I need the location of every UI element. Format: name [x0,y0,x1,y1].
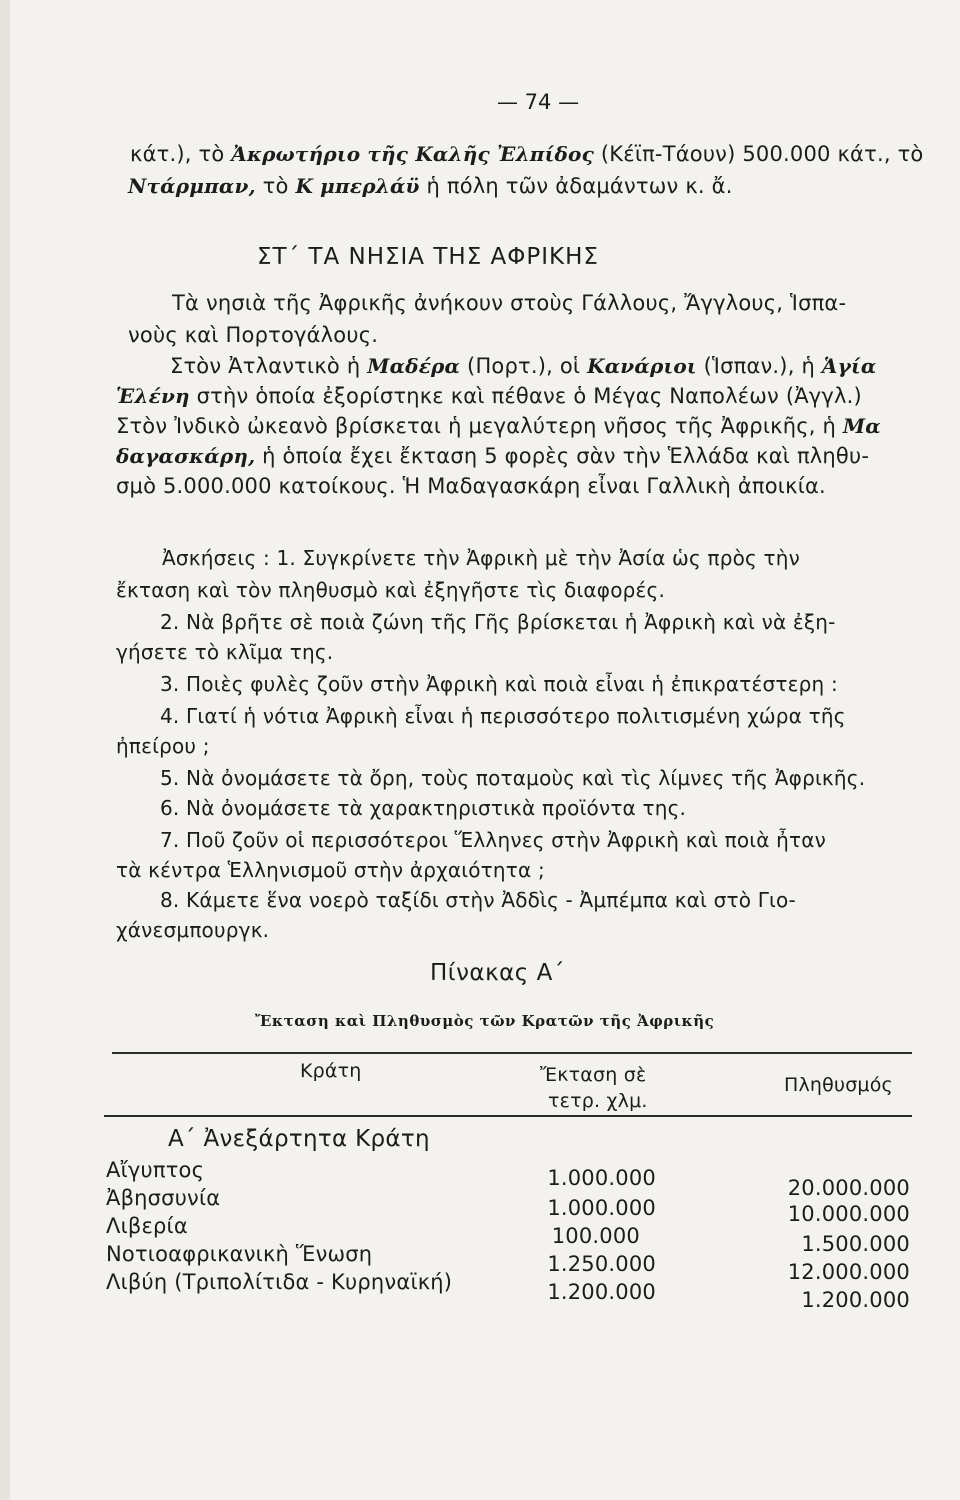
table-row-name: Ἀβησσυνία [106,1186,221,1210]
exercise-line: τὰ κέντρα Ἑλληνισμοῦ στὴν ἀρχαιότητα ; [116,858,545,882]
table-row-area: 1.250.000 [547,1252,656,1276]
paragraph-line [116,444,869,468]
intro-bold-place: Ντάρμπαν, [128,174,256,198]
paragraph-text: Στὸν Ἰνδικὸ ὠκεανὸ βρίσκεται ἡ μεγαλύτερη νῆσος τῆς Ἀφρικῆς, ἡ [116,414,837,438]
header-area-line-1: Ἔκταση σὲ [540,1064,647,1086]
intro-text: ἡ πόλη τῶν ἀδαμάντων κ. ἄ. [426,174,733,198]
exercise-line: ἠπείρου ; [116,734,210,758]
paragraph-text: (Πορτ.), οἱ [467,354,581,378]
table-title: Πίνακας Α΄ [430,960,565,986]
paragraph-bold-place: Ἁγία [821,354,877,378]
paragraph-bold-place: Κανάριοι [587,354,697,378]
exercise-line: 1. Συγκρίνετε τὴν Ἀφρικὴ μὲ τὴν Ἀσία ὡς πρὸς τὴν [276,546,801,570]
table-row-name: Λιβύη (Τριπολίτιδα - Κυρηναϊκή) [106,1270,453,1294]
table-row-name: Αἴγυπτος [106,1158,205,1182]
paragraph-bold-place: Μα [842,414,881,438]
paragraph-line: Τὰ νησιὰ τῆς Ἀφρικῆς ἀνήκουν στοὺς Γάλλους, Ἄγγλους, Ἱσπα- [172,291,847,315]
exercises-label: Ἀσκήσεις : [162,546,270,570]
exercise-line: γήσετε τὸ κλῖμα της. [116,640,334,664]
scan-edge-shadow [0,0,10,1500]
exercise-line: 7. Ποῦ ζοῦν οἱ περισσότεροι Ἕλληνες στὴν Ἀφρικὴ καὶ ποιὰ ἦταν [160,828,827,852]
paragraph-text: (Ἱσπαν.), ἡ [703,354,815,378]
table-row-area: 1.000.000 [547,1166,656,1190]
paragraph-line [116,414,881,438]
paragraph-text: Στὸν Ἀτλαντικὸ ἡ [170,354,361,378]
table-row-name: Λιβερία [106,1214,188,1238]
table-header-rule [104,1115,912,1117]
exercise-line: 2. Νὰ βρῆτε σὲ ποιὰ ζώνη τῆς Γῆς βρίσκεται ἡ Ἀφρικὴ καὶ νὰ ἐξη- [160,610,836,634]
table-top-rule [112,1052,912,1054]
header-population: Πληθυσμός [784,1074,893,1096]
intro-text: κάτ.), τὸ [130,142,225,166]
table-group-label: Α΄ Ἀνεξάρτητα Κράτη [168,1126,430,1152]
section-heading: ΣΤ΄ ΤΑ ΝΗΣΙΑ ΤΗΣ ΑΦΡΙΚΗΣ [257,244,599,270]
exercise-line: 3. Ποιὲς φυλὲς ζοῦν στὴν Ἀφρικὴ καὶ ποιὰ εἶναι ἡ ἐπικρατέστερη : [160,672,838,696]
paragraph-bold-place: Ἑλένη [116,384,190,408]
table-row-population: 1.500.000 [801,1232,910,1256]
table-row-population: 20.000.000 [787,1176,910,1200]
paragraph-bold-place: δαγασκάρη, [116,444,256,468]
intro-line-2 [128,174,733,198]
header-area-line-2: τετρ. χλμ. [548,1090,648,1112]
table-row-area: 1.000.000 [547,1196,656,1220]
exercise-line: 8. Κάμετε ἕνα νοερὸ ταξίδι στὴν Ἀδδὶς - Ἀμπέμπα καὶ στὸ Γιο- [160,888,796,912]
exercise-line: 6. Νὰ ὀνομάσετε τὰ χαρακτηριστικὰ προϊόντα της. [160,796,687,820]
table-row-name: Νοτιοαφρικανικὴ Ἕνωση [106,1242,373,1266]
paragraph-line: νοὺς καὶ Πορτογάλους. [128,323,379,347]
intro-bold-place: Ἀκρωτήριο τῆς Καλῆς Ἐλπίδος [231,142,594,166]
table-subtitle: Ἔκταση καὶ Πληθυσμὸς τῶν Κρατῶν τῆς Ἀφρικῆς [255,1012,715,1030]
exercise-line: 5. Νὰ ὀνομάσετε τὰ ὄρη, τοὺς ποταμοὺς καὶ τὶς λίμνες τῆς Ἀφρικῆς. [160,766,866,790]
paragraph-text: ἡ ὁποία ἔχει ἔκταση 5 φορὲς σὰν τὴν Ἑλλάδα καὶ πληθυ- [262,444,870,468]
intro-line-1 [130,142,923,166]
paragraph-line [170,354,876,378]
exercises-first-line [162,546,800,570]
exercise-line: 4. Γιατί ἡ νότια Ἀφρικὴ εἶναι ἡ περισσότερο πολιτισμένη χώρα τῆς [160,704,846,728]
table-row-population: 12.000.000 [787,1260,910,1284]
intro-bold-place: Κ μπερλάϋ [295,174,420,198]
paragraph-line: σμὸ 5.000.000 κατοίκους. Ἡ Μαδαγασκάρη εἶναι Γαλλικὴ ἀποικία. [116,474,826,498]
paragraph-line [116,384,862,408]
header-states: Κράτη [300,1060,362,1082]
exercise-line: ἔκταση καὶ τὸν πληθυσμὸ καὶ ἐξηγῆστε τὶς διαφορές. [116,578,666,602]
table-row-population: 10.000.000 [787,1202,910,1226]
intro-text: τὸ [262,174,289,198]
table-row-area: 1.200.000 [547,1280,656,1304]
paragraph-bold-place: Μαδέρα [367,354,461,378]
table-row-population: 1.200.000 [801,1288,910,1312]
paragraph-text: στὴν ὁποία ἐξορίστηκε καὶ πέθανε ὁ Μέγας Ναπολέων (Ἀγγλ.) [196,384,862,408]
table-row-area: 100.000 [551,1224,640,1248]
exercise-line: χάνεσμπουργκ. [116,918,270,942]
intro-text: (Κέϊπ-Τάουν) 500.000 κάτ., τὸ [600,142,924,166]
page-number: — 74 — [497,90,580,114]
